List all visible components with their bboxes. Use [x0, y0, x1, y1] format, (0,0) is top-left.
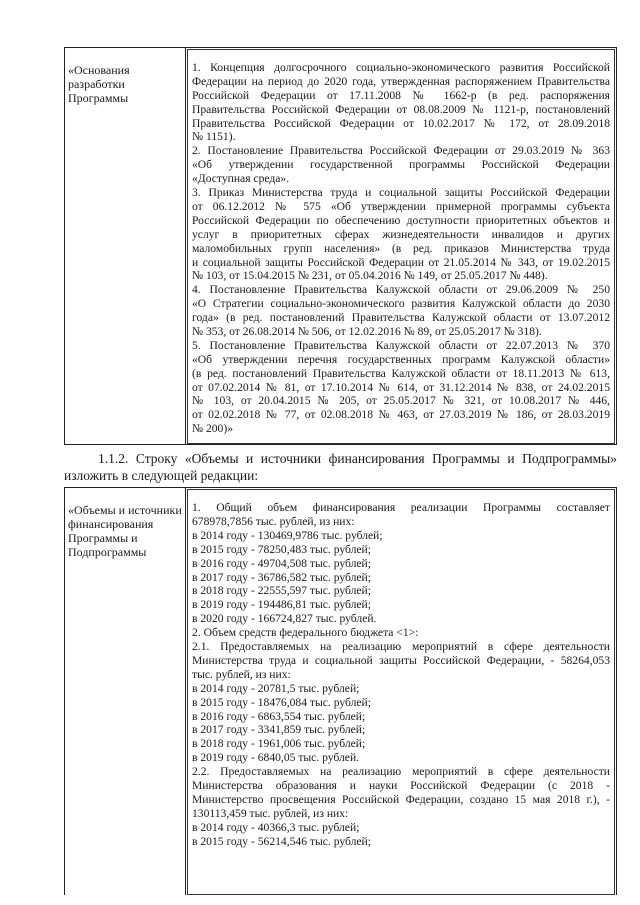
- text-line: № 353, от 26.08.2014 № 506, от 12.02.2016 № 89, от 25.05.2017 № 318).: [192, 324, 542, 338]
- text-line: 130113,459 тыс. рублей, из них:: [192, 806, 349, 820]
- text-line: в 2014 году - 20781,5 тыс. рублей;: [192, 681, 360, 695]
- text-line: № 103, от 15.04.2015 № 231, от 05.04.2016 № 149, от 25.05.2017 № 448).: [192, 269, 548, 283]
- text-line: № 103, от 20.04.2015 № 205, от 25.05.2017 № 321, от 10.08.2017 № 446,: [192, 394, 610, 408]
- text-line: 2. Объем средств федерального бюджета <1>:: [192, 626, 419, 640]
- text-line: 1. Общий объем финансирования реализации Программы составляет: [192, 501, 610, 514]
- text-line: 3. Приказ Министерства труда и социальной защиты Российской Федерации: [192, 186, 610, 200]
- text-line: «Об утверждении перечня государственных программ Калужской области»: [192, 352, 610, 366]
- text-line: 2.1. Предоставляемых на реализацию мероприятий в сфере деятельности: [192, 640, 610, 654]
- text-line: года» (в ред. постановлений Правительства Калужской области от 13.07.2012: [192, 311, 610, 325]
- text-line: 1. Концепция долгосрочного социально-экономического развития Российской: [192, 61, 610, 74]
- funding-table: [64, 487, 617, 895]
- grounds-label: «Основания разработки Программы: [65, 48, 186, 444]
- text-line: в 2017 году - 36786,582 тыс. рублей;: [192, 570, 371, 584]
- amendment-paragraph: [64, 450, 617, 484]
- text-line: в 2018 году - 22555,597 тыс. рублей;: [192, 584, 371, 598]
- text-line: Правительства Российской Федерации от 08.08.2009 № 1121-р, постановлений: [192, 102, 610, 116]
- grounds-table: [64, 47, 617, 445]
- funding-label: «Объемы и источники финансирования Программы и Подпрограммы: [65, 488, 186, 895]
- text-line: «О Стратегии социально-экономического развития Калужской области до 2030: [192, 297, 610, 311]
- text-line: тыс. рублей, из них:: [192, 667, 291, 681]
- text-line: «Доступная среда».: [192, 172, 290, 186]
- funding-content: [186, 488, 616, 895]
- text-line: услуг в приоритетных сферах жизнедеятельности инвалидов и других: [192, 227, 610, 241]
- text-line: в 2015 году - 18476,084 тыс. рублей;: [192, 695, 371, 709]
- text-line: в 2020 году - 166724,827 тыс. рублей.: [192, 612, 377, 626]
- text-line: в 2016 году - 49704,508 тыс. рублей;: [192, 556, 371, 570]
- text-line: 4. Постановление Правительства Калужской области от 29.06.2009 № 250: [192, 283, 610, 297]
- text-line: № 1151).: [192, 130, 236, 144]
- paragraph-line: 1.1.2. Строку «Объемы и источники финансирования Программы и Подпрограммы»: [98, 451, 617, 466]
- text-line: Министерства образования и науки Российской Федерации (с 2018 -: [192, 779, 610, 793]
- text-line: в 2015 году - 78250,483 тыс. рублей;: [192, 542, 371, 556]
- text-line: в 2016 году - 6863,554 тыс. рублей;: [192, 709, 366, 723]
- text-line: и социальной защиты Российской Федерации от 21.05.2014 № 343, от 19.02.2015: [192, 255, 610, 269]
- text-line: 2.2. Предоставляемых на реализацию мероприятий в сфере деятельности: [192, 765, 610, 779]
- text-line: Российской Федерации от 17.11.2008 № 1662-р (в ред. распоряжения: [192, 88, 610, 102]
- text-line: в 2018 году - 1961,006 тыс. рублей;: [192, 737, 366, 751]
- text-line: маломобильных групп населения» (в ред. приказов Министерства труда: [192, 241, 610, 255]
- text-line: в 2019 году - 6840,05 тыс. рублей.: [192, 751, 360, 765]
- text-line: в 2014 году - 130469,9786 тыс. рублей;: [192, 528, 383, 542]
- text-line: 5. Постановление Правительства Калужской области от 22.07.2013 № 370: [192, 338, 610, 352]
- text-line: от 02.02.2018 № 77, от 02.08.2018 № 463, от 27.03.2019 № 186, от 28.03.2019: [192, 408, 610, 422]
- grounds-content: [186, 48, 616, 444]
- paragraph-line: изложить в следующей редакции:: [64, 468, 259, 483]
- text-line: в 2017 году - 3341,859 тыс. рублей;: [192, 723, 366, 737]
- text-line: 2. Постановление Правительства Российской Федерации от 29.03.2019 № 363: [192, 144, 610, 158]
- text-line: в 2015 году - 56214,546 тыс. рублей;: [192, 834, 371, 848]
- text-line: Российской Федерации по обеспечению доступности приоритетных объектов и: [192, 213, 610, 227]
- text-line: «Об утверждении государственной программы Российской Федерации: [192, 158, 610, 172]
- text-line: Министерство просвещения Российской Федерации, создано 15 мая 2018 г.), -: [192, 792, 610, 806]
- text-line: Правительства Российской Федерации от 10.02.2017 № 172, от 28.09.2018: [192, 116, 610, 130]
- text-line: № 200)»: [192, 422, 234, 436]
- text-line: в 2014 году - 40366,3 тыс. рублей;: [192, 820, 360, 834]
- text-line: от 07.02.2014 № 81, от 17.10.2014 № 614, от 31.12.2014 № 838, от 24.02.2015: [192, 380, 610, 394]
- text-line: (в ред. постановлений Правительства Калужской области от 18.11.2013 № 613,: [192, 366, 610, 380]
- text-line: в 2019 году - 194486,81 тыс. рублей;: [192, 598, 371, 612]
- text-line: Федерации на период до 2020 года, утвержденная распоряжением Правительства: [192, 74, 610, 88]
- text-line: Министерства труда и социальной защиты Российской Федерации, - 58264,053: [192, 653, 610, 667]
- text-line: от 06.12.2012 № 575 «Об утверждении примерной программы субъекта: [192, 199, 610, 213]
- text-line: 678978,7856 тыс. рублей, из них:: [192, 514, 355, 528]
